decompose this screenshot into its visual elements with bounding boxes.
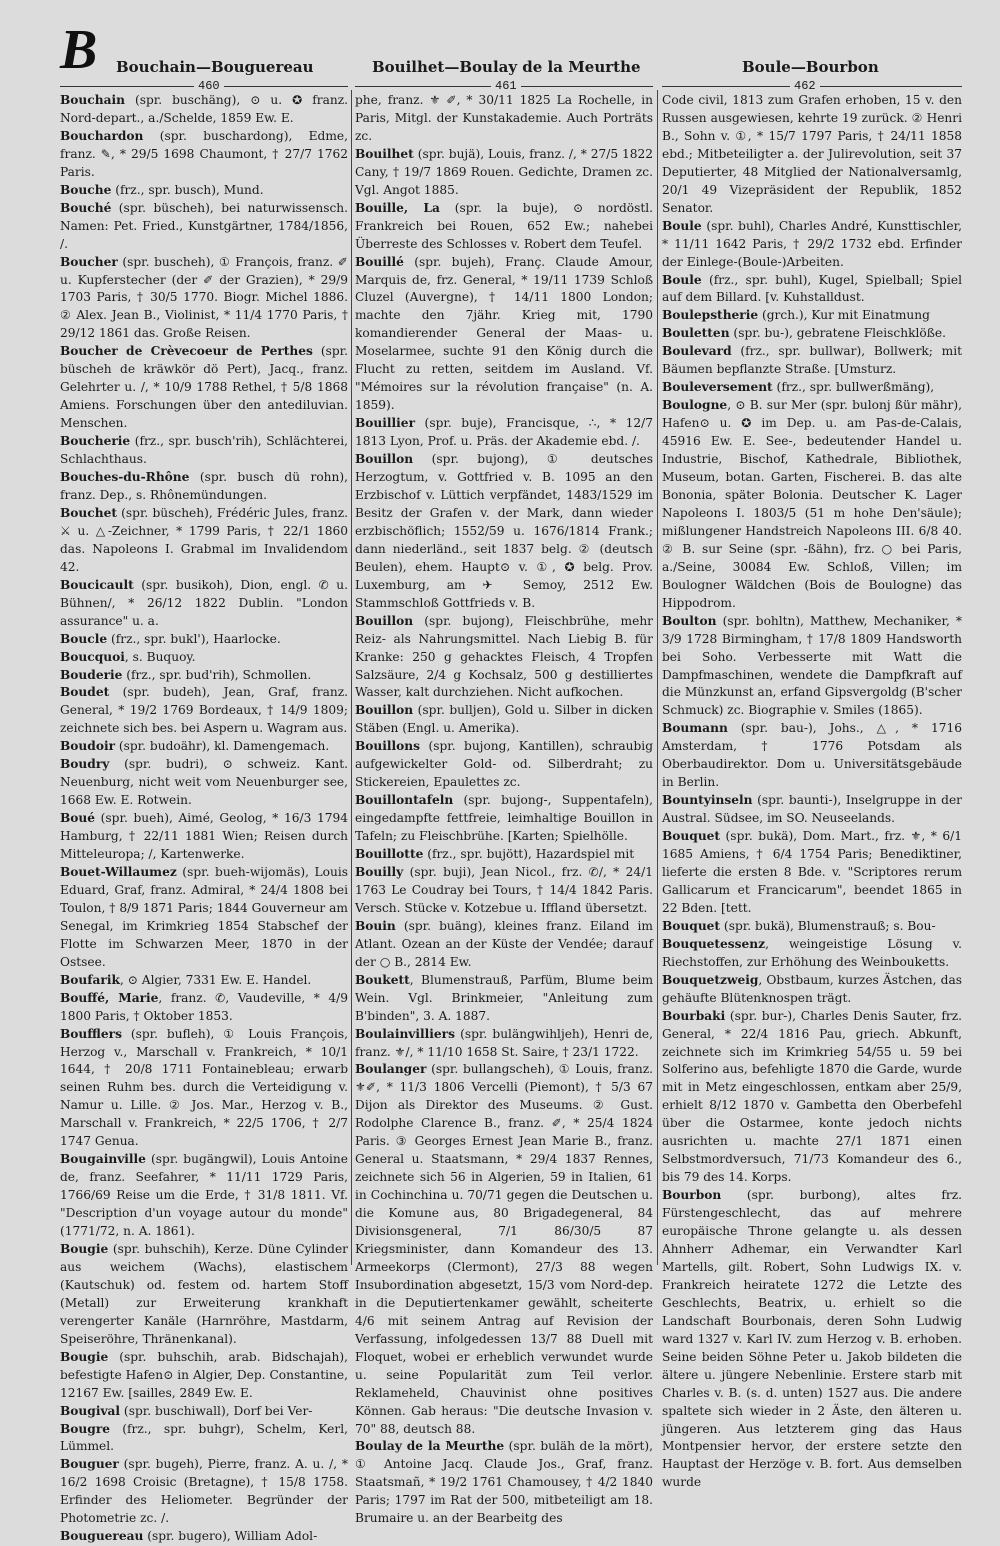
- entry-headword: Boulogne: [662, 398, 728, 413]
- dictionary-entry: [355, 146, 653, 200]
- dictionary-entry: [355, 738, 653, 792]
- dictionary-entry: [662, 613, 962, 721]
- entry-headword: Bouquetessenz: [662, 936, 766, 951]
- entry-text: (spr. bau-), Johs., △, * 1716 Amsterdam, † 1776 Potsdam als Oberbaudirektor. Dom u. Universitätsgebäude in Berlin.: [662, 721, 962, 790]
- entry-text: (frz., spr. bullwerßmäng),: [772, 380, 935, 395]
- dictionary-entry: [662, 918, 962, 936]
- entry-text: (spr. bujong), ① deutsches Herzogtum, v. Gottfried v. B. 1095 an den Erzbischof v. Lüttich verpfändet, 1483/1529 im Besitz der Grafen v. der Mark, dann wieder erzbischöflich; 1552/59 u. 1676/1814 Frank.; dann niederländ., seit 1837 belg. ② (deutsch Beulen), ehem. Haupt⊙ v. ①, ✪ belg. Prov. Luxemburg, am ✈ Semoy, 2512 Ew. Stammschloß Gottfrieds v. B.: [355, 452, 653, 610]
- entry-text: (spr. büscheh), bei naturwissensch. Namen: Pet. Fried., Kunstgärtner, 1784/1856, /.: [60, 200, 348, 251]
- entry-text: (spr. buschardong), Edme, franz. ✎, * 29/5 1698 Chaumont, † 27/7 1762 Paris.: [60, 128, 348, 179]
- dictionary-entry: [60, 756, 348, 810]
- entry-headword: Bouillé: [355, 254, 404, 269]
- column-left: [60, 92, 349, 1544]
- dictionary-entry: [60, 1456, 348, 1528]
- entry-text: (spr. buäng), kleines franz. Eiland im Atlant. Ozean an der Küste der Vendée; darauf der ○ B., 2814 Ew.: [355, 918, 653, 969]
- entry-text: phe, franz. ⚜ ✐, * 30/11 1825 La Rochelle, in Paris, Mitgl. der Kunstakademie. Auch Porträts zc.: [355, 93, 653, 143]
- entry-text: (spr. buje), Francisque, ∴, * 12/7 1813 Lyon, Prof. u. Präs. der Akademie ebd. /.: [355, 416, 653, 449]
- entry-headword: Bouleversement: [662, 380, 773, 395]
- dictionary-entry: [60, 343, 348, 433]
- entry-headword: Bouchet: [60, 505, 117, 520]
- entry-headword: Bouguer: [60, 1457, 119, 1472]
- dictionary-entry: [355, 254, 653, 416]
- entry-headword: Boucle: [60, 631, 108, 646]
- entry-text: (spr. bujong-, Suppentafeln), eingedampfte fettfreie, leimhaltige Bouillon in Tafeln; zu Fleischbrühe. [Karten; Spielhölle.: [355, 793, 653, 844]
- dictionary-entry: [355, 613, 653, 703]
- entry-text: , s. Buquoy.: [124, 649, 196, 664]
- dictionary-entry: [60, 972, 348, 990]
- entry-text: (spr. bohltn), Matthew, Mechaniker, * 3/9 1728 Birmingham, † 17/8 1809 Handsworth bei Soho. Verbesserte mit Watt die Dampfmaschinen, wendete die Dampfkraft auf die Münzkunst an, erfand Gipsvergoldg (B'scher Schmuck) zc. Biographie v. Smiles (1865).: [662, 613, 962, 718]
- entry-headword: Bourbaki: [662, 1008, 726, 1023]
- dictionary-entry: [355, 702, 653, 738]
- entry-headword: Bouillotte: [355, 847, 424, 862]
- entry-headword: Bountyinseln: [662, 793, 753, 808]
- dictionary-entry: [662, 828, 962, 918]
- dictionary-entry: [60, 1403, 348, 1421]
- entry-text: (spr. buhl), Charles André, Kunsttischler, * 11/11 1642 Paris, † 29/2 1732 ebd. Erfinder der Einlege-(Boule-)Arbeiten.: [662, 218, 962, 269]
- entry-headword: Bouderie: [60, 667, 123, 682]
- entry-headword: Bouché: [60, 200, 112, 215]
- dictionary-entry: [60, 1349, 348, 1403]
- header-left: Bouchain—Bouguereau: [116, 58, 314, 76]
- column-middle: [355, 92, 654, 1526]
- entry-text: (spr. bueh), Aimé, Geolog, * 16/3 1794 Hamburg, † 22/11 1881 Wien; Reisen durch Mitteleuropa; /, Kartenwerke.: [60, 811, 348, 862]
- dictionary-entry: [60, 631, 348, 649]
- dictionary-entry: [60, 505, 348, 577]
- column-divider-2: [657, 90, 658, 1265]
- entry-headword: Boulton: [662, 613, 717, 628]
- entry-headword: Bouillons: [355, 739, 421, 754]
- entry-text: (frz., spr. buhl), Kugel, Spielball; Spiel auf dem Billard. [v. Kuhstalldust.: [662, 272, 962, 305]
- entry-text: (spr. busch dü rohn), franz. Dep., s. Rhônemündungen.: [60, 470, 348, 502]
- dictionary-entry: [662, 792, 962, 828]
- entry-headword: Boukett: [355, 972, 410, 987]
- entry-headword: Bouillier: [355, 416, 415, 431]
- dictionary-entry: [662, 397, 962, 612]
- entry-headword: Bougie: [60, 1242, 109, 1256]
- dictionary-entry: [355, 1026, 653, 1062]
- dictionary-entry: [355, 972, 653, 1026]
- entry-headword: Boulanger: [355, 1062, 427, 1077]
- entry-headword: Boulepstherie: [662, 308, 759, 323]
- entry-headword: Boule: [662, 218, 702, 233]
- entry-headword: Bouilly: [355, 864, 404, 879]
- dictionary-entry: [60, 990, 348, 1026]
- dictionary-entry: [355, 1061, 653, 1438]
- dictionary-entry: [60, 92, 348, 128]
- dictionary-entry: [60, 1026, 348, 1152]
- entry-text: (spr. bueh-wijomäs), Louis Eduard, Graf, franz. Admiral, * 24/4 1808 bei Toulon, † 8/9 1871 Paris; 1844 Gouverneur am Senegal, im Krimkrieg 1854 Stabschef der Flotte im Schwarzen Meer, 1870 in der Ostsee.: [60, 864, 348, 969]
- entry-headword: Boucherie: [60, 434, 131, 449]
- entry-headword: Boule: [662, 272, 702, 287]
- entry-text: (spr. buscheh), ① François, franz. ✐ u. Kupferstecher (der ✐ der Grazien), * 29/9 1703 Paris, † 30/5 1770. Biogr. Michel 1886. ② Alex. Jean B., Violinist, * 11/4 1770 Paris, † 29/12 1861 das. Große Reisen.: [60, 254, 348, 341]
- entry-text: , franz. ✆, Vaudeville, * 4/9 1800 Paris, † Oktober 1853.: [60, 990, 349, 1023]
- dictionary-entry: [355, 92, 653, 146]
- entry-headword: Boulainvilliers: [355, 1026, 455, 1041]
- entry-text: (frz., spr. bud'rih), Schmollen.: [122, 667, 312, 682]
- entry-text: (frz., spr. buhgr), Schelm, Kerl, Lümmel.: [60, 1421, 348, 1454]
- dictionary-entry: [60, 1528, 348, 1546]
- entry-headword: Bouquetzweig: [662, 972, 759, 987]
- entry-headword: Bougre: [60, 1421, 110, 1436]
- entry-text: (spr. la buje), ⊙ nordöstl. Frankreich bei Rouen, 652 Ew.; nahebei Überreste des Schlosses v. Robert dem Teufel.: [355, 200, 654, 251]
- entry-text: (spr. bugero), William Adol-: [143, 1529, 318, 1544]
- dictionary-entry: [60, 433, 348, 469]
- dictionary-entry: [355, 864, 653, 918]
- dictionary-entry: [662, 720, 962, 792]
- entry-headword: Bouillon: [355, 703, 414, 718]
- entry-headword: Boucher: [60, 254, 118, 269]
- entry-text: (spr. bulängwihljeh), Henri de, franz. ⚜/, * 11/10 1658 St. Saire, † 23/1 1722.: [355, 1026, 653, 1059]
- entry-headword: Bouille, La: [355, 200, 440, 215]
- dictionary-entry: [60, 810, 348, 864]
- entry-text: (spr. baunti-), Inselgruppe in der Austral. Südsee, im SO. Neuseelands.: [662, 793, 962, 826]
- dictionary-entry: [662, 92, 962, 218]
- dictionary-entry: [662, 325, 962, 343]
- entry-text: (spr. buhschih, arab. Bidschajah), befestigte Hafen⊙ in Algier, Dep. Constantine, 12167 Ew. [sailles, 2849 Ew. E.: [60, 1349, 348, 1400]
- page-number-middle: 461: [491, 79, 521, 93]
- dictionary-entry: [355, 918, 653, 972]
- entry-headword: Boucquoi: [60, 649, 125, 664]
- entry-text: (spr. budeh), Jean, Graf, franz. General, * 19/2 1769 Bordeaux, † 14/9 1809; zeichnete sich bes. bei Aspern u. Wagram aus.: [60, 685, 348, 736]
- dictionary-entry: [355, 846, 653, 864]
- entry-headword: Boucher de Crèvecoeur de Perthes: [60, 344, 313, 359]
- dictionary-entry: [662, 936, 962, 972]
- entry-headword: Bouchardon: [60, 128, 144, 143]
- entry-text: (spr. bujä), Louis, franz. /, * 27/5 1822 Cany, † 19/7 1869 Rouen. Gedichte, Dramen zc. Vgl. Angot 1885.: [355, 146, 653, 197]
- dictionary-entry: [60, 1241, 348, 1349]
- entry-text: (spr. busikoh), Dion, engl. ✆ u. Bühnen/, * 26/12 1822 Dublin. "London assurance" u. a.: [60, 577, 348, 628]
- entry-headword: Bouillon: [355, 613, 414, 628]
- entry-headword: Bouillon: [355, 452, 414, 467]
- header-middle: Bouilhet—Boulay de la Meurthe: [372, 58, 641, 76]
- entry-headword: Boucicault: [60, 577, 134, 592]
- entry-text: , Obstbaum, kurzes Ästchen, das gehäufte Blütenknospen trägt.: [662, 972, 962, 1005]
- entry-headword: Bouilhet: [355, 146, 414, 161]
- entry-text: (spr. bugeh), Pierre, franz. A. u. /, * 16/2 1698 Croisic (Bretagne), † 15/8 1758. Erfinder des Heliometer. Begründer der Photometrie zc. /.: [60, 1457, 348, 1526]
- entry-headword: Boumann: [662, 721, 728, 736]
- entry-text: (frz., spr. bujött), Hazardspiel mit: [423, 847, 635, 862]
- dictionary-entry: [662, 307, 962, 325]
- entry-text: (spr. burbong), altes frz. Fürstengeschlecht, das auf mehrere europäische Throne gelangte u. als dessen Ahnherr Adhemar, ein Verwandter Karl Martells, gilt. Robert, Sohn Ludwigs IX. v. Frankreich heiratete 1272 die Letzte des Geschlechts, Beatrix, u. erhielt so die Landschaft Bourbonais, deren Sohn Ludwig ward 1327 v. Karl IV. zum Herzog v. B. erhoben. Seine beiden Söhne Peter u. Jakob bildeten die ältere u. jüngere Nebenlinie. Erstere starb mit Charles v. B. (s. d. unten) 1527 aus. Die andere spaltete sich wieder in 2 Äste, den älteren u. jüngeren. Aus letzterem ging das Haus Montpensier hervor, der erstere setzte den Hauptast der Herzöge v. B. fort. Aus demselben wurde: [662, 1188, 962, 1490]
- dictionary-entry: [60, 200, 348, 254]
- entry-headword: Boué: [60, 811, 96, 826]
- dictionary-entry: [355, 415, 653, 451]
- entry-headword: Bouillontafeln: [355, 793, 454, 808]
- entry-text: (spr. bu-), gebratene Fleischklöße.: [729, 326, 946, 341]
- entry-headword: Boulevard: [662, 344, 732, 359]
- dictionary-entry: [60, 254, 348, 344]
- entry-headword: Bouffé, Marie: [60, 990, 159, 1005]
- entry-text: (spr. bujong), Fleischbrühe, mehr Reiz- als Nahrungsmittel. Nach Liebig B. für Kranke: 250 g gehacktes Fleisch, 4 Tropfen Salzsäure, 2/4 g Kochsalz, 500 g destilliertes Wasser, kalt durchziehen. Nicht aufkochen.: [355, 613, 653, 700]
- entry-headword: Bouquet: [662, 829, 721, 844]
- entry-headword: Bouchain: [60, 93, 125, 107]
- dictionary-entry: [60, 128, 348, 182]
- entry-text: (spr. bulljen), Gold u. Silber in dicken Stäben (Engl. u. Amerika).: [355, 703, 653, 736]
- entry-headword: Boudry: [60, 757, 110, 772]
- page-number-left: 460: [194, 79, 224, 93]
- entry-headword: Bougival: [60, 1403, 121, 1418]
- entry-text: (frz., spr. bullwar), Bollwerk; mit Bäumen bepflanzte Straße. [Umsturz.: [662, 344, 962, 377]
- entry-text: (spr. buläh de la mört), ① Antoine Jacq. Claude Jos., Graf, franz. Staatsmañ, * 19/2 1761 Chamousey, † 4/2 1840 Paris; 1797 im Rat der 500, mitbeteiligt am 18. Brumaire u. an der Bearbeitg des: [355, 1439, 653, 1526]
- column-divider-1: [351, 90, 352, 1265]
- dictionary-entry: [60, 469, 348, 505]
- dictionary-entry: [355, 451, 653, 613]
- dictionary-entry: [60, 738, 348, 756]
- dictionary-entry: [662, 1187, 962, 1492]
- dictionary-entry: [60, 864, 348, 972]
- dictionary-entry: [355, 1438, 653, 1528]
- entry-text: (spr. budoähr), kl. Damengemach.: [115, 739, 330, 754]
- dictionary-entry: [662, 218, 962, 272]
- entry-headword: Bouet-Willaumez: [60, 864, 177, 879]
- entry-headword: Boulay de la Meurthe: [355, 1439, 505, 1454]
- entry-headword: Boudoir: [60, 739, 115, 754]
- entry-headword: Bougie: [60, 1349, 109, 1364]
- dictionary-entry: [60, 684, 348, 738]
- dictionary-entry: [662, 272, 962, 308]
- dictionary-entry: [60, 182, 348, 200]
- dictionary-entry: [355, 792, 653, 846]
- entry-headword: Bouquet: [662, 918, 721, 933]
- entry-text: Code civil, 1813 zum Grafen erhoben, 15 v. den Russen ausgewiesen, kehrte 19 zurück. ② Henri B., Sohn v. ①, * 15/7 1797 Paris, † 24/11 1858 ebd.; Mitbeteiligter a. der Julirevolution, seit 37 Deputierter, 48 Mitglied der Nationalversamlg, 20/1 49 Vizepräsident der Republik, 1852 Senator.: [662, 93, 962, 215]
- entry-text: (spr. bugängwil), Louis Antoine de, franz. Seefahrer, * 11/11 1729 Paris, 1766/69 Reise um die Erde, † 31/8 1811. Vf. "Description d'un voyage autour du monde" (1771/72, n. A. 1861).: [60, 1152, 348, 1239]
- entry-text: (spr. bullangscheh), ① Louis, franz. ⚜✐, * 11/3 1806 Vercelli (Piemont), † 5/3 67 Dijon als Direktor des Museums. ② Gust. Rodolphe Clarence B., franz. ✐, * 25/4 1824 Paris. ③ Georges Ernest Jean Marie B., franz. General u. Staatsmann, * 29/4 1837 Rennes, zeichnete sich 56 in Algerien, 59 in Italien, 61 in Cochinchina u. 70/71 gegen die Deutschen u. die Komune aus, 80 Brigadegeneral, 84 Divisionsgeneral, 7/1 86/30/5 87 Kriegsminister, dann Komandeur des 13. Armeekorps (Clermont), 27/3 88 wegen Insubordination abgesetzt, 15/3 vom Nord-dep. in die Deputiertenkamer gewählt, scheiterte 4/6 mit seinem Antrag auf Revision der Verfassung, infolgedessen 13/7 88 Duell mit Floquet, wobei er erheblich verwundet wurde u. seine Popularität zum Teil verlor. Reklameheld, Chauvinist ohne positives Können. Gab heraus: "Die deutsche Invasion v. 70" 88, deutsch 88.: [355, 1062, 653, 1436]
- entry-text: , weingeistige Lösung v. Riechstoffen, zur Erhöhung des Weinbouketts.: [662, 936, 962, 969]
- entry-headword: Bourbon: [662, 1188, 722, 1203]
- dictionary-entry: [60, 1151, 348, 1241]
- entry-headword: Bouin: [355, 918, 396, 933]
- entry-text: (spr. bujeh), Franç. Claude Amour, Marquis de, frz. General, * 19/11 1739 Schloß Cluzel (Auvergne), † 14/11 1800 London; machte den 7jähr. Krieg mit, 1790 komandierender General der Maas- u. Moselarmee, suchte 91 den König durch die Flucht zu retten, seitdem im Ausland. Vf. "Mémoires sur la révolution française" (n. A. 1859).: [355, 254, 653, 413]
- entry-headword: Bougainville: [60, 1152, 146, 1167]
- dictionary-entry: [662, 379, 962, 397]
- dictionary-entry: [60, 1421, 348, 1457]
- entry-text: (spr. buschiwall), Dorf bei Ver-: [120, 1403, 313, 1418]
- dictionary-entry: [662, 972, 962, 1008]
- dictionary-entry: [60, 649, 348, 667]
- dictionary-entry: [662, 1008, 962, 1188]
- entry-text: , ⊙ B. sur Mer (spr. bulonj ßür mähr), Hafen⊙ u. ✪ im Dep. u. am Pas-de-Calais, 45916 Ew. E. See-, bedeutender Handel u. Industrie, Bischof, Kathedrale, Bibliothek, Museum, botan. Garten, Fischerei. B. das alte Bononia, später Bolonia. Deutscher K. Lager Napoleons I. 1803/5 (51 m hohe Den'säule); mißlungener Handstreich Napoleons III. 6/8 40. ② B. sur Seine (spr. -ßähn), frz. ○ bei Paris, a./Seine, 30084 Ew. Schloß, Villen; im Boulogner Wäldchen (Bois de Boulogne) das Hippodrom.: [662, 398, 962, 610]
- entry-text: (spr. büscheh), Frédéric Jules, franz. ⚔ u. △-Zeichner, * 1799 Paris, † 22/1 1860 das. Napoleons I. Grabmal im Invalidendom 42.: [60, 505, 348, 574]
- dictionary-entry: [662, 343, 962, 379]
- entry-text: , Blumenstrauß, Parfüm, Blume beim Wein. Vgl. Brinkmeier, "Anleitung zum B'binden", 3. A. 1887.: [355, 972, 653, 1023]
- entry-text: (spr. bufleh), ① Louis François, Herzog v., Marschall v. Frankreich, * 10/1 1644, † 20/8 1711 Fontainebleau; erwarb seinen Ruhm bes. durch die Verteidigung v. Namur u. Lille. ② Jos. Mar., Herzog v. B., Marschall v. Frankreich, * 22/5 1706, † 2/7 1747 Genua.: [60, 1026, 348, 1149]
- entry-text: (frz., spr. bukl'), Haarlocke.: [107, 631, 281, 646]
- dictionary-entry: [60, 667, 348, 685]
- entry-headword: Bouletten: [662, 326, 730, 341]
- entry-text: (spr. büscheh de kräwkör dö Pert), Jacq., franz. Gelehrter u. /, * 10/9 1788 Rethel, † 5/8 1868 Amiens. Forschungen über den antediluvian. Menschen.: [60, 344, 349, 431]
- entry-text: (frz., spr. busch'rih), Schlächterei, Schlachthaus.: [60, 434, 348, 467]
- entry-text: (spr. bukä), Dom. Mart., frz. ⚜, * 6/1 1685 Amiens, † 6/4 1754 Paris; Benediktiner, lieferte die ersten 8 Bde. v. "Scriptores rerum Gallicarum et Francicarum", beendet 1865 in 22 Bden. [tett.: [662, 829, 962, 915]
- entry-headword: Boufflers: [60, 1026, 122, 1041]
- entry-headword: Bouguereau: [60, 1529, 144, 1544]
- entry-text: (spr. bujong, Kantillen), schraubig aufgewickelter Gold- od. Silberdraht; zu Stickereien, Epaulettes zc.: [355, 739, 653, 790]
- page-number-right: 462: [790, 79, 820, 93]
- entry-headword: Boudet: [60, 685, 110, 700]
- header-right: Boule—Bourbon: [742, 58, 879, 76]
- entry-headword: Bouche: [60, 182, 112, 197]
- entry-text: (spr. budri), ⊙ schweiz. Kant. Neuenburg, nicht weit vom Neuenburger see, 1668 Ew. E. Rotwein.: [60, 757, 348, 808]
- dictionary-entry: [355, 200, 653, 254]
- entry-text: (grch.), Kur mit Einatmung: [758, 308, 930, 323]
- entry-text: (frz., spr. busch), Mund.: [111, 182, 264, 197]
- entry-text: , ⊙ Algier, 7331 Ew. E. Handel.: [119, 972, 312, 987]
- entry-headword: Boufarik: [60, 972, 120, 987]
- entry-text: (spr. buschäng), ⊙ u. ✪ franz. Nord-depart., a./Schelde, 1859 Ew. E.: [60, 93, 348, 125]
- initial-letter: B: [60, 19, 98, 81]
- entry-text: (spr. bukä), Blumenstrauß; s. Bou-: [720, 918, 936, 933]
- dictionary-entry: [60, 577, 348, 631]
- entry-text: (spr. buji), Jean Nicol., frz. ✆/, * 24/1 1763 Le Coudray bei Tours, † 14/4 1842 Paris. Versch. Stücke v. Kotzebue u. Iffland übersetzt.: [355, 864, 653, 915]
- entry-text: (spr. buhschih), Kerze. Düne Cylinder aus weichem (Wachs), elastischem (Kautschuk) od. festem od. hartem Stoff (Metall) zur Erweiterung krankhaft verengerter Kanäle (Harnröhre, Mastdarm, Speiseröhre, Thränenkanal).: [60, 1242, 348, 1346]
- entry-text: (spr. bur-), Charles Denis Sauter, frz. General, * 22/4 1816 Pau, griech. Abkunft, zeichnete sich im Krimkrieg 54/55 u. 59 bei Solferino aus, befehligte 1870 die Garde, wurde mit in Metz eingeschlossen, entkam aber 25/9, erhielt 8/12 1870 v. Gambetta den Oberbefehl über die Ostarmee, konte jedoch nichts ausrichten u. machte 27/1 1871 einen Selbstmordversuch, 71/73 Komandeur des 6., bis 79 des 14. Korps.: [662, 1008, 962, 1185]
- column-right: [662, 92, 962, 1490]
- entry-headword: Bouches-du-Rhône: [60, 470, 190, 485]
